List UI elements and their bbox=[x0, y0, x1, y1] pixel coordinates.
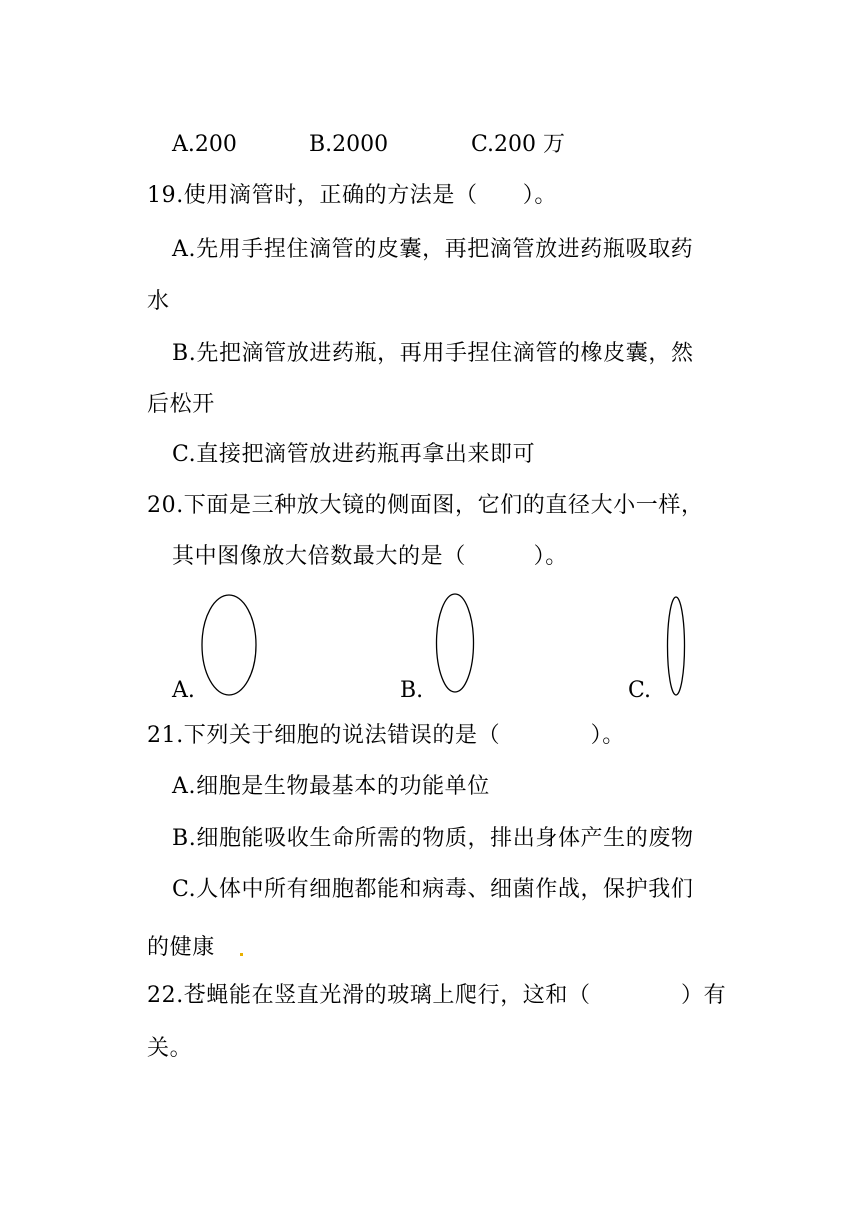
q19-option-b-line1: B.先把滴管放进药瓶，再用手捏住滴管的橡皮囊，然 bbox=[172, 341, 694, 366]
q19-option-c: C.直接把滴管放进药瓶再拿出来即可 bbox=[172, 442, 536, 467]
q20-option-b-label: B. bbox=[400, 678, 424, 703]
q19-option-b-line2: 后松开 bbox=[147, 392, 215, 417]
q19-option-a-line1: A.先用手捏住滴管的皮囊，再把滴管放进药瓶吸取药 bbox=[172, 237, 694, 262]
thin-convex-lens-icon bbox=[665, 594, 687, 698]
q21-option-b: B.细胞能吸收生命所需的物质，排出身体产生的废物 bbox=[172, 826, 694, 851]
q21-option-c-line2: 的健康 bbox=[147, 935, 215, 960]
q22-stem-line2: 关。 bbox=[147, 1036, 193, 1061]
q22-stem-line1: 22.苍蝇能在竖直光滑的玻璃上爬行，这和（ ）有 bbox=[147, 983, 727, 1008]
q19-option-a-line2: 水 bbox=[147, 289, 170, 314]
medium-convex-lens-icon bbox=[433, 591, 477, 695]
q20-stem-line2: 其中图像放大倍数最大的是（ ）。 bbox=[172, 544, 568, 569]
yellow-dot-mark bbox=[240, 953, 243, 956]
q18-option-c: C.200 万 bbox=[471, 132, 566, 157]
q20-stem-line1: 20.下面是三种放大镜的侧面图，它们的直径大小一样， bbox=[147, 493, 704, 518]
q21-option-a: A.细胞是生物最基本的功能单位 bbox=[172, 774, 490, 799]
q21-option-c-line1: C.人体中所有细胞都能和病毒、细菌作战，保护我们 bbox=[172, 877, 694, 902]
q21-stem: 21.下列关于细胞的说法错误的是（ ）。 bbox=[147, 723, 625, 748]
q20-option-c-label: C. bbox=[628, 678, 652, 703]
q19-stem: 19.使用滴管时，正确的方法是（ ）。 bbox=[147, 183, 557, 208]
q18-option-b: B.2000 bbox=[309, 132, 389, 157]
thick-convex-lens-icon bbox=[199, 592, 259, 698]
q20-option-a-label: A. bbox=[172, 678, 195, 703]
q18-option-a: A.200 bbox=[172, 132, 237, 157]
